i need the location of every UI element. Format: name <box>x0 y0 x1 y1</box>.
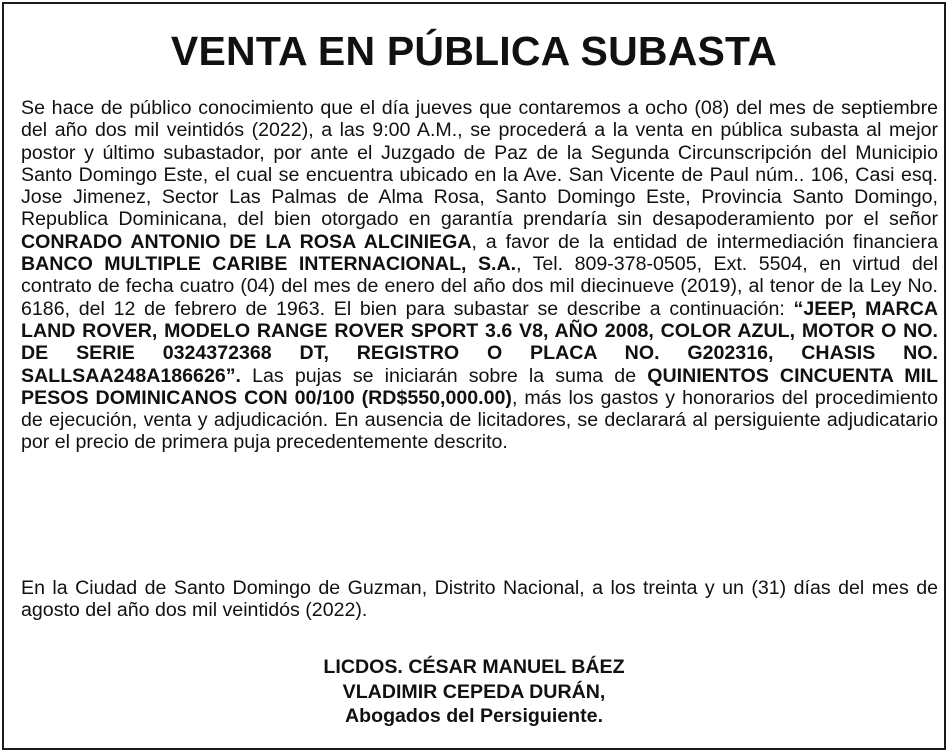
signature-line-1: LICDOS. CÉSAR MANUEL BÁEZ <box>323 656 625 678</box>
creditor-name: BANCO MULTIPLE CARIBE INTERNACIONAL, S.A. <box>21 253 517 276</box>
vehicle-description: “JEEP, MARCA LAND ROVER, MODELO RANGE ROVER SPORT 3.6 V8, AÑO 2008, COLOR AZUL, MOTOR O NO. DE SERIE 0324372368 DT, REGISTRO O PLACA NO. G202316, CHASIS NO. SALLSAA248A186626”. <box>21 297 938 387</box>
date-place-paragraph: En la Ciudad de Santo Domingo de Guzman, Distrito Nacional, a los treinta y un (31) días del mes de agosto del año dos mil veintidós (2022). <box>21 577 938 622</box>
creditor-intro-text: , a favor de la entidad de intermediación financiera <box>471 230 938 253</box>
signature-line-3: Abogados del Persiguiente. <box>344 705 604 727</box>
notice-title: VENTA EN PÚBLICA SUBASTA <box>170 28 778 74</box>
intro-text: Se hace de público conocimiento que el día jueves que contaremos a ocho (08) del mes de septiembre del año dos mil veintidós (2022), a las 9:00 A.M., se procederá a la venta en pública subasta al mejor postor y último subastador, por ante el Juzgado de Paz de la Segunda Circunscripción del Municipio Santo Domingo Este, el cual se encuentra ubicado en la Ave. San Vicente de Paul núm.. 106, Casi esq. Jose Jimenez, Sector Las Palmas de Alma Rosa, Santo Domingo Este, Provincia Santo Domingo, Republica Dominicana, del bien otorgado en garantía prendaría sin desapoderamiento por el señor <box>21 97 938 231</box>
signature-line-2: VLADIMIR CEPEDA DURÁN, <box>342 680 606 703</box>
debtor-name: CONRADO ANTONIO DE LA ROSA ALCINIEGA <box>21 230 472 253</box>
closing-text: , más los gastos y honorarios del procedimiento de ejecución, venta y adjudicación. En ausencia de licitadores, se declarará al persiguiente adjudicatario por el precio de primera puja precedentemente descrito. <box>21 386 938 454</box>
bids-text: Las pujas se iniciarán sobre la suma de <box>241 364 648 387</box>
starting-amount: QUINIENTOS CINCUENTA MIL PESOS DOMINICANOS CON 00/100 (RD$550,000.00) <box>21 364 938 409</box>
contract-text: , Tel. 809-378-0505, Ext. 5504, en virtud del contrato de fecha cuatro (04) del mes de enero del año dos mil diecinueve (2019), al tenor de la Ley No. 6186, del 12 de febrero de 1963. El bien para subastar se describe a continuación: <box>21 253 939 320</box>
auction-notice <box>2 2 946 750</box>
signature-block <box>4 655 944 729</box>
auction-details-paragraph <box>21 97 938 454</box>
